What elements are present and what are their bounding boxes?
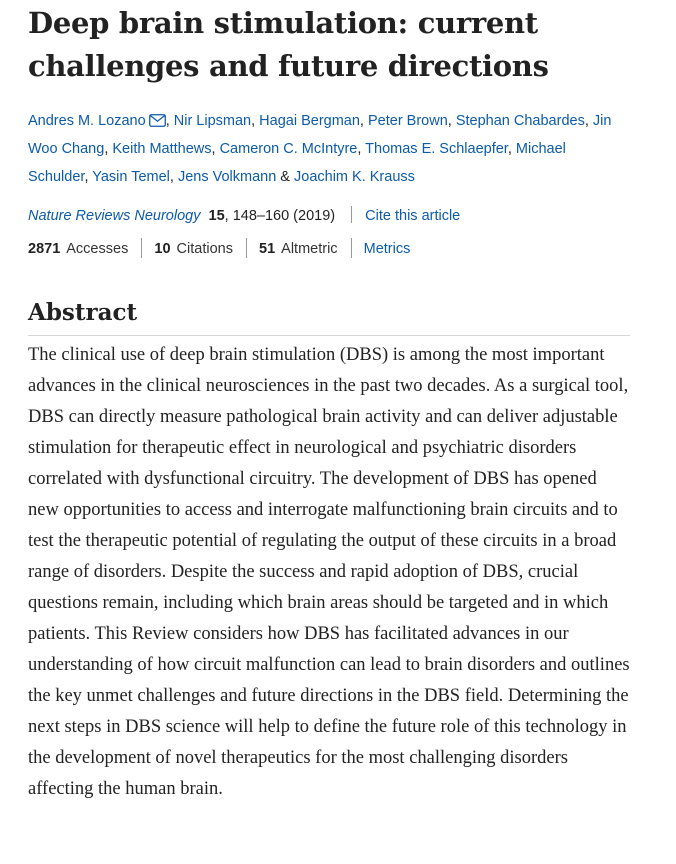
metrics-link[interactable]: Metrics — [363, 241, 411, 257]
author-link[interactable]: Nir Lipsman — [173, 113, 252, 129]
divider — [246, 238, 247, 258]
author-separator: , — [359, 113, 368, 129]
author-link[interactable]: Yasin Temel — [92, 169, 170, 185]
author-separator: , — [211, 141, 220, 157]
accesses-count: 2871 — [28, 241, 61, 257]
article-title: Deep brain stimulation: current challenges and future directions — [28, 6, 549, 83]
author-separator: , — [584, 113, 593, 129]
article-header — [28, 0, 630, 805]
author-separator: , — [165, 113, 174, 129]
divider — [351, 238, 352, 258]
altmetric-count: 51 — [259, 241, 276, 257]
divider — [141, 238, 142, 258]
author-link[interactable]: Stephan Chabardes — [455, 113, 585, 129]
author-link[interactable]: Cameron C. McIntyre — [219, 141, 358, 157]
divider — [351, 206, 352, 223]
author-separator: , — [507, 141, 516, 157]
author-link[interactable]: Thomas E. Schlaepfer — [365, 141, 508, 157]
journal-link[interactable]: Nature Reviews Neurology — [28, 208, 201, 224]
metrics-row — [28, 238, 630, 259]
author-separator: , — [251, 113, 260, 129]
cite-this-article-link[interactable]: Cite this article — [365, 208, 461, 224]
author-separator: & — [276, 169, 295, 185]
abstract-text: The clinical use of deep brain stimulation (DBS) is among the most important advances in the clinical neurosciences in the past two decades. As a surgical tool, DBS can directly measure pathological brain activity and can deliver adjustable stimulation for therapeutic effect in neurological and psychiatric disorders correlated with dysfunctional circuitry. The development of DBS has opened new opportunities to access and interrogate malfunctioning brain circuits and to test the therapeutic potential of regulating the output of these circuits in a broad range of disorders. Despite the success and rapid adoption of DBS, crucial questions remain, including which brain areas should be targeted and in which patients. This Review considers how DBS has facilitated advances in our understanding of how circuit malfunction can lead to brain disorders and outlines the key unmet challenges and future directions in the DBS field. Determining the next steps in DBS science will help to define the future role of this technology in the development of novel therapeutics for the most challenging disorders affecting the human brain. — [28, 345, 630, 799]
citations-count: 10 — [154, 241, 171, 257]
author-separator: , — [84, 169, 93, 185]
accesses-label: Accesses — [66, 241, 129, 257]
abstract-heading: Abstract — [28, 297, 630, 336]
email-icon[interactable] — [149, 114, 166, 127]
author-link[interactable]: Keith Matthews — [112, 141, 212, 157]
citations-label: Citations — [176, 241, 233, 257]
author-list — [28, 107, 630, 191]
author-link[interactable]: Michael Schulder — [28, 141, 566, 185]
volume: 15 — [208, 208, 225, 224]
author-link[interactable]: Joachim K. Krauss — [294, 169, 415, 185]
author-link[interactable]: Jens Volkmann — [177, 169, 277, 185]
author-separator: , — [104, 141, 113, 157]
author-separator: , — [357, 141, 366, 157]
citation-row — [28, 206, 630, 226]
author-link[interactable]: Andres M. Lozano — [28, 113, 146, 129]
author-separator: , — [447, 113, 456, 129]
author-link[interactable]: Hagai Bergman — [259, 113, 360, 129]
pages-year: , 148–160 (2019) — [224, 208, 336, 224]
author-separator: , — [169, 169, 178, 185]
author-link[interactable]: Jin Woo Chang — [28, 113, 612, 157]
author-link[interactable]: Peter Brown — [367, 113, 448, 129]
altmetric-label: Altmetric — [281, 241, 338, 257]
